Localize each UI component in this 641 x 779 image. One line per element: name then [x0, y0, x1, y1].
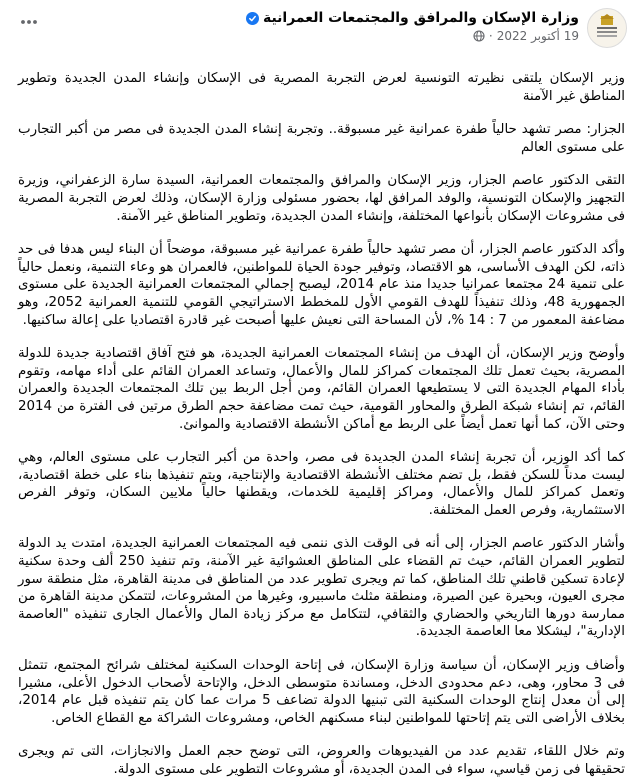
post-headline: وزير الإسكان يلتقى نظيرته التونسية لعرض التجربة المصرية فى الإسكان وإنشاء المدن الجديدة وتطوير المناطق غير الآمنة	[18, 71, 625, 104]
post-header-text	[44, 8, 579, 43]
ministry-logo-icon	[592, 13, 622, 43]
page-name-row	[44, 10, 579, 26]
page-name[interactable]: وزارة الإسكان والمرافق والمجتمعات العمرانية	[262, 10, 579, 26]
post-paragraph: كما أكد الوزير، أن تجربة إنشاء المدن الجديدة فى مصر، واحدة من أكبر التجارب على مستوى العالم، وهي ليست مدناً للسكن فقط، بل تضم مختلف الأنشطة الاقتصادية والإنتاجية، ويتم تنفيذها بناء على خطة اقتصادية، وتعمل كمراكز للمال والأعمال، ومراكز إقليمية للخدمات، ويقطنها حالياً ملايين السكان، وتوفر الفرص الاستثمارية، وفرص العمل المختلفة.	[18, 450, 625, 518]
verified-badge-icon	[246, 12, 259, 25]
meta-separator: ·	[488, 29, 493, 43]
more-options-button[interactable]	[14, 10, 44, 34]
post-header	[12, 8, 627, 58]
post-paragraph: وتم خلال اللقاء، تقديم عدد من الفيديوهات والعروض، التى توضح حجم العمل والانجازات، التى تم ويجرى تحقيقها فى زمن قياسي، سواء فى المدن الجديدة، أو مشروعات التطوير على مستوى الدولة.	[18, 744, 625, 777]
post-date[interactable]: 19 أكتوبر 2022	[496, 29, 579, 43]
more-options-icon	[20, 19, 38, 25]
post-subheadline: الجزار: مصر تشهد حالياً طفرة عمرانية غير مسبوقة.. وتجربة إنشاء المدن الجديدة فى مصر من أكبر التجارب على مستوى العالم	[18, 122, 625, 155]
page-avatar[interactable]	[587, 8, 627, 48]
post-paragraph: وأضاف وزير الإسكان، أن سياسة وزارة الإسكان، فى إتاحة الوحدات السكنية لمختلف شرائح المجتمع، تتمثل فى 3 محاور، وهى، دعم محدودى الدخل، ومساندة متوسطى الدخل، والإتاحة لأصحاب الدخول الأعلى، مشيرا إلى أن معدل إنتاج الوحدات السكنية التى تبنيها الدولة تضاعف 5 مرات عما كان يتم تنفيذه قبل عام 2014، بخلاف الأراضى التى يتم إتاحتها للمواطنين لبناء مسكنهم الخاص، ومشروعات الشراكة مع القطاع الخاص.	[18, 658, 625, 726]
post-paragraph: وأشار الدكتور عاصم الجزار، إلى أنه فى الوقت الذى ننمى فيه المجتمعات العمرانية الجديدة، امتدت يد الدولة لتطوير العمران القائم، حيث تم القضاء على المناطق العشوائية غير الآمنة، وتم تنفيذ 250 ألف وحدة سكنية لإعادة تسكين قاطني تلك المناطق، كما تم ويجرى تطوير عدد من المناطق فى مدينة القاهرة، مثل منطقة سور مجرى العيون، وبحيرة عين الصيرة، ومنطقة مثلث ماسبيرو، وغيرها من المشروعات، لتتمكن مدينة القاهرة من ممارسة دورها التاريخي والحضاري والثقافي، لتتكامل مع مركز زيادة المال والأعمال الجارى تنفيذه "العاصمة الإدارية"، ليشكلا معا العاصمة الجديدة.	[18, 536, 625, 640]
globe-icon[interactable]	[473, 30, 485, 42]
post-paragraph: التقى الدكتور عاصم الجزار، وزير الإسكان والمرافق والمجتمعات العمرانية، السيدة سارة الزعفراني، وزيرة التجهيز والإسكان التونسية، والوفد المرافق لها، بحضور مسئولى وزارة الإسكان، وذلك لعرض التجربة المصرية فى مشروعات الإسكان بأنواعها المختلفة، وإنشاء المدن الجديدة، وتطوير المناطق غير الآمنة.	[18, 173, 625, 224]
post-body	[12, 58, 627, 779]
post-paragraph: وأوضح وزير الإسكان، أن الهدف من إنشاء المجتمعات العمرانية الجديدة، هو فتح آفاق اقتصادية جديدة للدولة المصرية، بحيث تعمل تلك المجتمعات كمراكز للمال والأعمال، وتساعد العمران القائم على أداء مهامه، وتقوم بأداء المهام الجديدة التى لا يستطيعها العمران القائم، ومن أجل الربط بين تلك المجتمعات الجديدة والعمران القائم، تم إنشاء شبكة الطرق والمحاور القومية، حيث تمت مضاعفة حجم الطرق مرتين فى الفترة من 2014 وحتى الآن، كما أنها تعمل أيضاً على الربط مع أماكن الأنشطة الاقتصادية والموانئ.	[18, 346, 625, 432]
post-paragraph: وأكد الدكتور عاصم الجزار، أن مصر تشهد حالياً طفرة عمرانية غير مسبوقة، موضحاً أن البناء ليس هدفا فى حد ذاته، لكن الهدف الأساسى، هو الاقتصاد، وتوفير جودة الحياة للمواطنين، فالعمران هو وعاء التنمية، ونعمل حالياً على تنمية 24 مجتمعا عمرانيا جديدا منذ عام 2014، ليصبح إجمالي المجتمعات العمرانية الجديدة على مستوى الجمهورية 48، وذلك تنفيذاً للهدف القومي الأول للمخطط الاستراتيجي القومي للتنمية العمرانية 2052، وهو مضاعفة المعمور من 7 : 14 %، لأن المساحة التى نعيش عليها أصبحت غير قادرة اقتصاديا على إعالة ساكنيها.	[18, 242, 626, 328]
post-meta	[44, 29, 579, 43]
